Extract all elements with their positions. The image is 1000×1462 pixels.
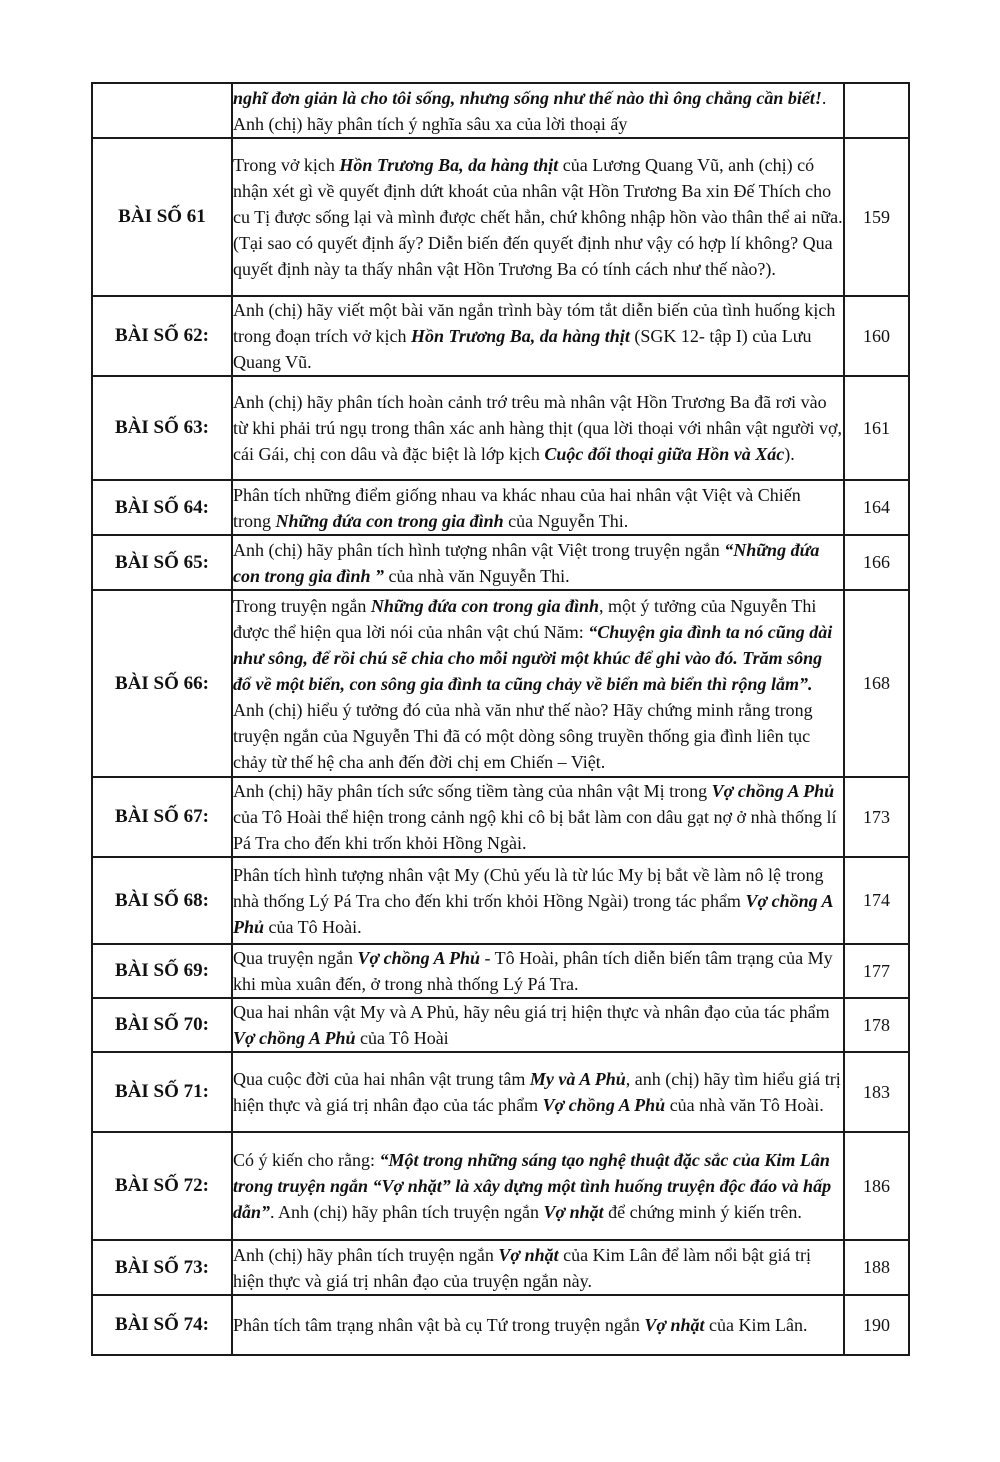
exercise-prompt — [232, 296, 844, 376]
exercise-label: BÀI SỐ 63: — [92, 376, 232, 480]
toc-table — [91, 82, 910, 1356]
exercise-prompt — [232, 1295, 844, 1355]
exercise-label: BÀI SỐ 71: — [92, 1052, 232, 1132]
exercise-prompt — [232, 944, 844, 998]
emphasis-text: Vợ chồng A Phủ — [711, 781, 835, 801]
prompt-text: Phân tích tâm trạng nhân vật bà cụ Tứ trong truyện ngắn — [233, 1315, 645, 1335]
emphasis-text: Những đứa con trong gia đình — [275, 510, 504, 531]
prompt-text: của Lương Quang Vũ, anh (chị) có nhận xét gì về quyết định dứt khoát của nhân vật Hồn Trương Ba xin Đế Thích cho cu Tị được sống lại và mình được chết hẳn, chứ không nhập hồn vào thân thể ai nữa. (Tại sao có quyết định ấy? Diễn biến đến quyết định như vậy có hợp lí không? Qua quyết định này ta thấy nhân vật Hồn Trương Ba có tính cách như thế nào?). — [233, 155, 848, 279]
prompt-text: Qua cuộc đời của hai nhân vật trung tâm — [233, 1069, 530, 1089]
page-number: 173 — [844, 777, 909, 857]
prompt-text: Qua truyện ngắn — [233, 948, 358, 968]
toc-row — [92, 480, 909, 535]
exercise-label: BÀI SỐ 72: — [92, 1132, 232, 1240]
prompt-text: của Kim Lân để làm nổi bật giá trị hiện thực và giá trị nhân đạo của truyện ngắn này. — [233, 1244, 816, 1291]
toc-row — [92, 376, 909, 480]
prompt-text: Anh (chị) hãy phân tích sức sống tiềm tàng của nhân vật Mị trong — [233, 781, 712, 801]
prompt-text: của nhà văn Tô Hoài. — [665, 1095, 824, 1115]
exercise-prompt — [232, 535, 844, 590]
emphasis-text: Vợ chồng A Phủ — [233, 890, 837, 937]
exercise-prompt — [232, 998, 844, 1052]
prompt-text: Qua hai nhân vật My và A Phủ, hãy nêu giá trị hiện thực và nhân đạo của tác phẩm — [233, 1002, 835, 1022]
page-number: 186 — [844, 1132, 909, 1240]
exercise-label: BÀI SỐ 65: — [92, 535, 232, 590]
exercise-prompt — [232, 1052, 844, 1132]
emphasis-text: Những đứa con trong gia đình — [370, 595, 599, 616]
prompt-text: của Tô Hoài — [355, 1028, 449, 1048]
prompt-text: Anh (chị) hãy phân tích hình tượng nhân vật Việt trong truyện ngắn — [233, 539, 725, 560]
emphasis-text: My và A Phủ — [529, 1069, 626, 1089]
toc-row — [92, 590, 909, 777]
page-number: 177 — [844, 944, 909, 998]
exercise-label: BÀI SỐ 64: — [92, 480, 232, 535]
page-number: 190 — [844, 1295, 909, 1355]
prompt-text: của Tô Hoài thể hiện trong cảnh ngộ khi cô bị bắt làm con dâu gạt nợ ở nhà thống lí Pá Tra cho đến khi trốn khỏi Hồng Ngài. — [233, 781, 842, 853]
toc-row — [92, 857, 909, 944]
exercise-label: BÀI SỐ 67: — [92, 777, 232, 857]
exercise-label: BÀI SỐ 73: — [92, 1240, 232, 1295]
exercise-label: BÀI SỐ 66: — [92, 590, 232, 777]
exercise-label: BÀI SỐ 70: — [92, 998, 232, 1052]
exercise-prompt — [232, 777, 844, 857]
toc-row — [92, 998, 909, 1052]
emphasis-text: Hồn Trương Ba, da hàng thịt — [410, 326, 630, 346]
emphasis-text: Cuộc đối thoại giữa Hồn và Xác — [544, 444, 785, 464]
exercise-label: BÀI SỐ 68: — [92, 857, 232, 944]
emphasis-text: nghĩ đơn giản là cho tôi sống, nhưng sống như thế nào thì ông chẳng cần biết! — [233, 87, 822, 108]
exercise-label: BÀI SỐ 69: — [92, 944, 232, 998]
page-number: 159 — [844, 138, 909, 296]
emphasis-text: Vợ chồng A Phủ — [233, 1028, 356, 1048]
emphasis-text: Vợ nhặt — [644, 1315, 705, 1335]
exercise-label: BÀI SỐ 62: — [92, 296, 232, 376]
emphasis-text: Vợ nhặt — [498, 1244, 559, 1265]
toc-row — [92, 1295, 909, 1355]
prompt-text: Anh (chị) hiểu ý tưởng đó của nhà văn như thế nào? Hãy chứng minh rằng trong truyện ngắn của Nguyễn Thi đã có một dòng sông truyền thống gia đình liên tục chảy từ thế hệ cha anh đến đời chị em Chiến – Việt. — [233, 699, 813, 772]
prompt-text: để chứng minh ý kiến trên. — [603, 1202, 802, 1222]
prompt-text: . Anh (chị) hãy phân tích ý nghĩa sâu xa của lời thoại ấy — [233, 87, 830, 134]
exercise-prompt — [232, 480, 844, 535]
emphasis-text: Vợ chồng A Phủ — [542, 1095, 666, 1115]
prompt-text: . Anh (chị) hãy phân tích truyện ngắn — [270, 1202, 544, 1222]
exercise-label — [92, 83, 232, 138]
prompt-text: ). — [784, 444, 795, 464]
exercise-prompt — [232, 1240, 844, 1295]
exercise-prompt — [232, 590, 844, 777]
page-number: 161 — [844, 376, 909, 480]
exercise-prompt — [232, 83, 844, 138]
page-number: 160 — [844, 296, 909, 376]
toc-row — [92, 944, 909, 998]
prompt-text: Anh (chị) hãy viết một bài văn ngắn trình bày tóm tắt diễn biến của tình huống kịch trong đoạn trích vở kịch — [233, 300, 840, 346]
exercise-prompt — [232, 857, 844, 944]
page-number: 188 — [844, 1240, 909, 1295]
emphasis-text: Vợ chồng A Phủ — [357, 948, 481, 968]
emphasis-text: “Một trong những sáng tạo nghệ thuật đặc sắc của Kim Lân trong truyện ngắn “Vợ nhặt” là xây dựng một tình huống truyện độc đáo và hấp dẫn” — [233, 1150, 836, 1222]
prompt-text: Trong truyện ngắn — [233, 595, 371, 616]
prompt-text: của nhà văn Nguyễn Thi. — [384, 565, 570, 586]
exercise-prompt — [232, 376, 847, 480]
emphasis-text: Hồn Trương Ba, da hàng thịt — [339, 155, 559, 175]
page-number: 174 — [844, 857, 909, 944]
page-number: 164 — [844, 480, 909, 535]
prompt-text: của Nguyễn Thi. — [503, 510, 629, 531]
prompt-text: , một ý tưởng của Nguyễn Thi được thể hiện qua lời nói của nhân vật chú Năm: — [233, 595, 821, 642]
prompt-text: Anh (chị) hãy phân tích hoàn cảnh trớ trêu mà nhân vật Hồn Trương Ba đã rơi vào từ khi phải trú ngụ trong thân xác anh hàng thịt (qua lời thoại với nhân vật người vợ, cái Gái, chị con dâu và đặc biệt là lớp kịch — [233, 392, 847, 464]
page-number: 168 — [844, 590, 909, 777]
prompt-text: , anh (chị) hãy tìm hiểu giá trị hiện thực và giá trị nhân đạo của tác phẩm — [233, 1069, 846, 1115]
prompt-text: - Tô Hoài, phân tích diễn biến tâm trạng của My khi mùa xuân đến, ở trong nhà thống Lý Pá Tra. — [233, 948, 838, 994]
toc-row — [92, 777, 909, 857]
exercise-prompt — [232, 1132, 844, 1240]
emphasis-text: Vợ nhặt — [543, 1202, 604, 1222]
prompt-text: Phân tích những điểm giống nhau va khác nhau của hai nhân vật Việt và Chiến trong — [233, 484, 806, 531]
prompt-text: Trong vở kịch — [233, 155, 340, 175]
page-number: 178 — [844, 998, 909, 1052]
toc-row — [92, 83, 909, 138]
prompt-text: Có ý kiến cho rằng: — [233, 1150, 380, 1170]
page-number — [844, 83, 909, 138]
exercise-label: BÀI SỐ 74: — [92, 1295, 232, 1355]
toc-body — [92, 83, 909, 1355]
page-number: 166 — [844, 535, 909, 590]
prompt-text: Anh (chị) hãy phân tích truyện ngắn — [233, 1244, 499, 1265]
toc-row — [92, 138, 909, 296]
prompt-text: Phân tích hình tượng nhân vật My (Chủ yếu là từ lúc My bị bắt về làm nô lệ trong nhà thống Lý Pá Tra cho đến khi trốn khỏi Hồng Ngài) trong tác phẩm — [233, 864, 828, 911]
emphasis-text: “Những đứa con trong gia đình ” — [233, 539, 824, 586]
exercise-label: BÀI SỐ 61 — [92, 138, 232, 296]
toc-row — [92, 1052, 909, 1132]
emphasis-text: “Chuyện gia đình ta nó cũng dài như sông, để rồi chú sẽ chia cho mỗi người một khúc để ghi vào đó. Trăm sông đổ về một biển, con sông gia đình ta cũng chảy về biển mà biển thì rộng lắm”. — [233, 621, 837, 694]
toc-row — [92, 535, 909, 590]
toc-row — [92, 296, 909, 376]
prompt-text: của Tô Hoài. — [264, 916, 362, 937]
toc-row — [92, 1240, 909, 1295]
page-number: 183 — [844, 1052, 909, 1132]
prompt-text: (SGK 12- tập I) của Lưu Quang Vũ. — [233, 326, 817, 372]
prompt-text: của Kim Lân. — [704, 1315, 808, 1335]
exercise-prompt — [232, 138, 848, 296]
toc-row — [92, 1132, 909, 1240]
